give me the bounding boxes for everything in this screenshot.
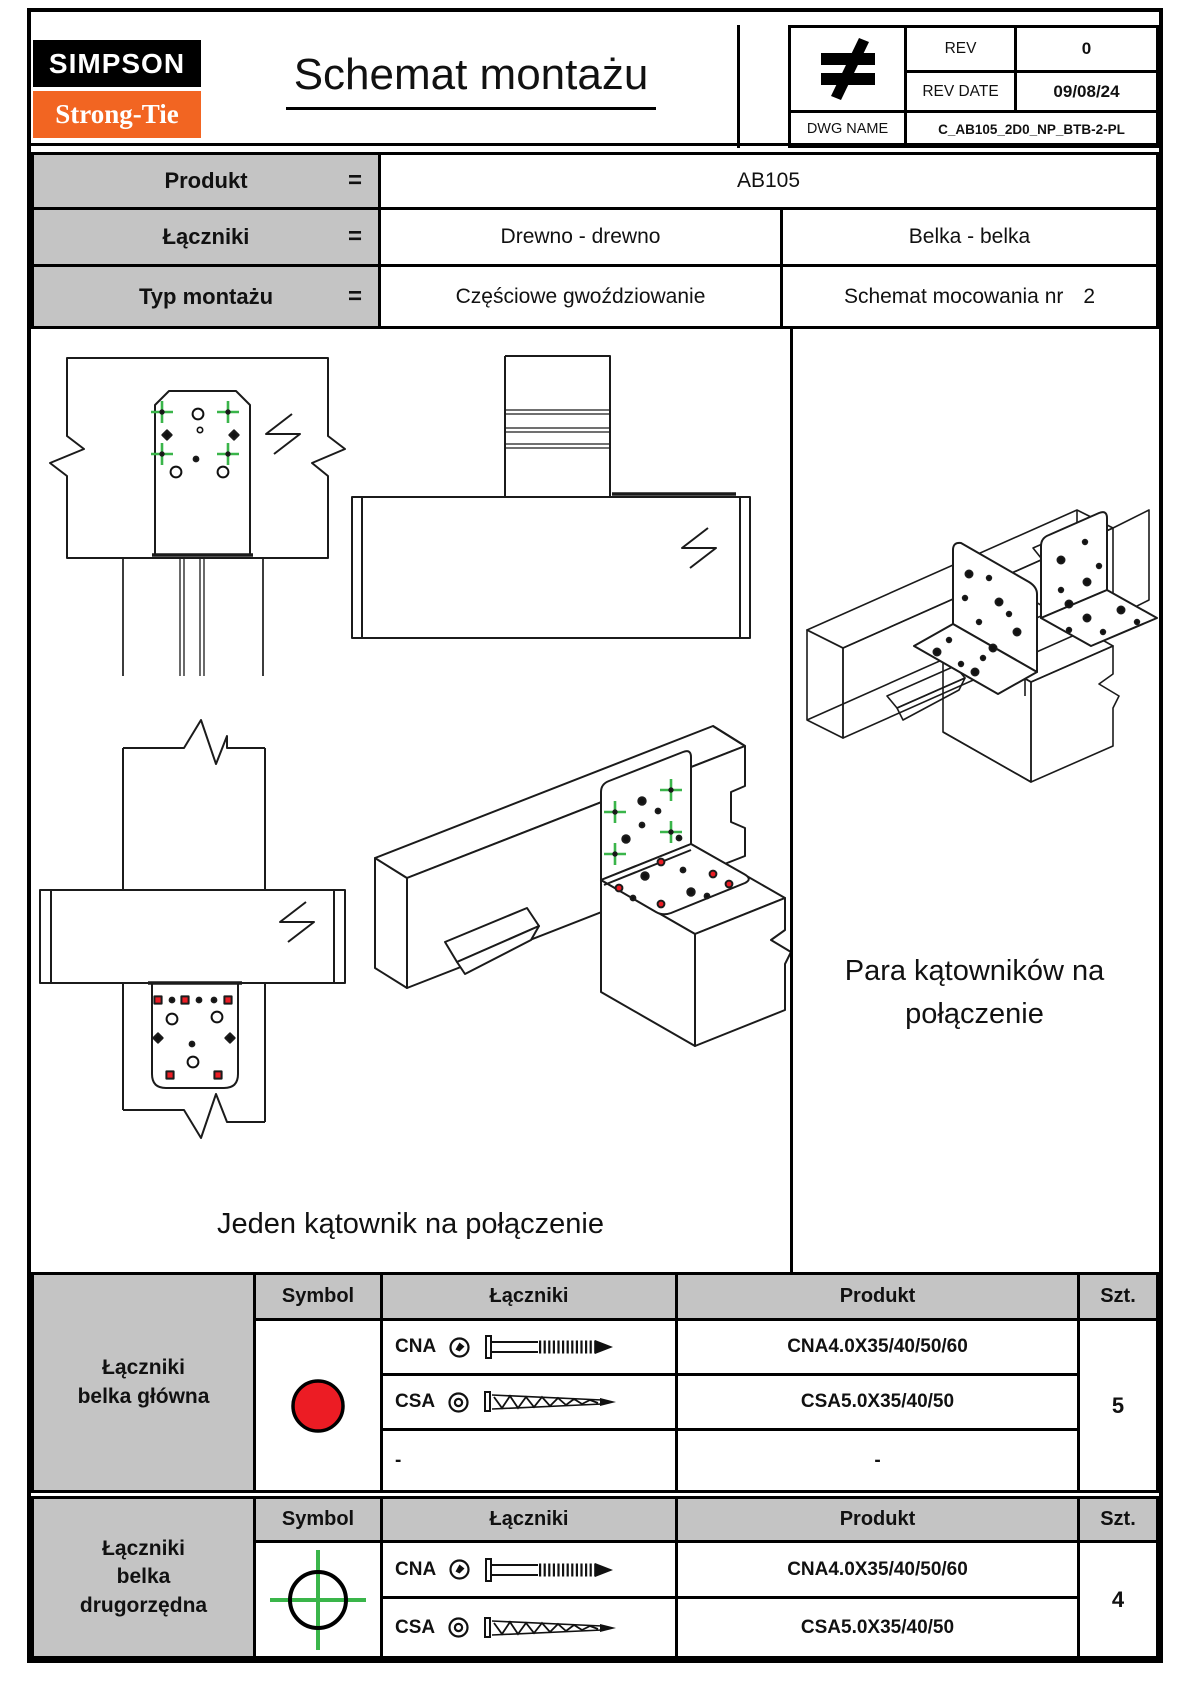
nail-head-marker-icon	[448, 1558, 471, 1581]
simpson-strongtie-logo	[33, 40, 201, 138]
typ-value-right	[783, 267, 1156, 326]
laczniki-label-cell	[34, 210, 381, 267]
laczniki-label: Łączniki	[162, 224, 250, 249]
rev-label: REV	[904, 28, 1014, 70]
drawing-iso-single-bracket	[361, 712, 790, 1204]
fastener-code: CSA	[395, 1616, 436, 1638]
product-info-table	[31, 152, 1159, 329]
fastener-table-secondary	[31, 1496, 1159, 1659]
page-title	[221, 50, 721, 110]
header-vertical-divider	[737, 25, 740, 148]
typ-montazu-label: Typ montażu	[138, 283, 274, 309]
fastener-row-cna	[383, 1543, 678, 1599]
fastener-row-empty: -	[383, 1431, 678, 1490]
not-equal-icon	[791, 28, 904, 110]
header-product: Produkt	[678, 1499, 1080, 1543]
dwg-name-value: C_AB105_2D0_NP_BTB-2-PL	[904, 110, 1156, 145]
rev-value: 0	[1014, 28, 1156, 70]
secondary-label-line3: drugorzędna	[79, 1593, 208, 1617]
equals-sign: =	[347, 282, 362, 310]
panel-divider	[790, 326, 793, 1272]
product-cna: CNA4.0X35/40/50/60	[678, 1543, 1080, 1599]
produkt-value-cell: AB105	[381, 155, 1156, 210]
caption-pair-line2: połączenie	[905, 998, 1044, 1030]
schemat-mocowania-number: 2	[1083, 284, 1096, 308]
header-symbol: Symbol	[256, 1499, 383, 1543]
equals-sign: =	[347, 223, 362, 250]
produkt-label: Produkt	[164, 168, 248, 193]
typ-value-left: Częściowe gwoździowanie	[381, 267, 783, 326]
main-table-label	[34, 1275, 256, 1490]
wood-screw-icon	[482, 1388, 622, 1416]
header-symbol: Symbol	[256, 1275, 383, 1321]
laczniki-value-right: Belka - belka	[783, 210, 1156, 267]
product-empty: -	[678, 1431, 1080, 1490]
laczniki-value-left: Drewno - drewno	[381, 210, 783, 267]
fastener-row-cna	[383, 1321, 678, 1376]
drawing-iso-pair-brackets	[803, 482, 1160, 916]
secondary-label-line2: belka	[116, 1565, 171, 1589]
typ-label-cell	[34, 267, 381, 326]
page-title-text: Schemat montażu	[286, 50, 657, 110]
qty-main: 5	[1111, 1392, 1125, 1418]
qty-secondary: 4	[1111, 1586, 1125, 1612]
wood-screw-icon	[482, 1614, 622, 1642]
product-csa: CSA5.0X35/40/50	[678, 1376, 1080, 1431]
red-circle-icon	[256, 1321, 383, 1490]
header-qty: Szt.	[1080, 1499, 1156, 1543]
main-label-line1: Łączniki	[102, 1356, 185, 1380]
header-fasteners: Łączniki	[383, 1275, 678, 1321]
rev-date-value: 09/08/24	[1014, 70, 1156, 110]
secondary-label-line1: Łączniki	[102, 1536, 185, 1560]
drawing-front-view	[40, 346, 356, 692]
fastener-code: CNA	[395, 1336, 437, 1357]
screw-head-marker-icon	[447, 1391, 470, 1414]
caption-single-bracket: Jeden kątownik na połączenie	[217, 1208, 604, 1240]
logo-simpson-text: SIMPSON	[33, 40, 201, 87]
produkt-label-cell	[34, 155, 381, 210]
product-csa: CSA5.0X35/40/50	[678, 1599, 1080, 1656]
revision-block	[788, 25, 1159, 148]
fastener-table-main	[31, 1272, 1159, 1493]
dwg-name-label: DWG NAME	[791, 110, 904, 145]
fastener-code: CSA	[395, 1391, 436, 1412]
screw-head-marker-icon	[447, 1616, 470, 1639]
header-qty: Szt.	[1080, 1275, 1156, 1321]
caption-pair-brackets	[790, 950, 1159, 1036]
product-cna: CNA4.0X35/40/50/60	[678, 1321, 1080, 1376]
fastener-row-csa	[383, 1599, 678, 1656]
ring-nail-icon	[483, 1334, 619, 1360]
caption-pair-line1: Para kątowników na	[844, 955, 1105, 987]
rev-date-label: REV DATE	[904, 70, 1014, 110]
ring-nail-icon	[483, 1557, 619, 1583]
drawing-sheet	[27, 8, 1163, 1663]
drawing-side-view	[350, 348, 763, 650]
main-label-line2: belka główna	[77, 1384, 210, 1408]
fastener-row-csa	[383, 1376, 678, 1431]
schemat-mocowania-text: Schemat mocowania nr	[843, 284, 1064, 308]
drawing-section-view	[38, 674, 351, 1146]
logo-strongtie-text: Strong-Tie	[33, 91, 201, 138]
secondary-table-label	[34, 1499, 256, 1656]
header-fasteners: Łączniki	[383, 1499, 678, 1543]
green-crosshair-icon	[256, 1543, 383, 1656]
header-product: Produkt	[678, 1275, 1080, 1321]
nail-head-marker-icon	[448, 1336, 471, 1359]
equals-sign: =	[347, 167, 362, 194]
fastener-code: CNA	[395, 1558, 437, 1580]
